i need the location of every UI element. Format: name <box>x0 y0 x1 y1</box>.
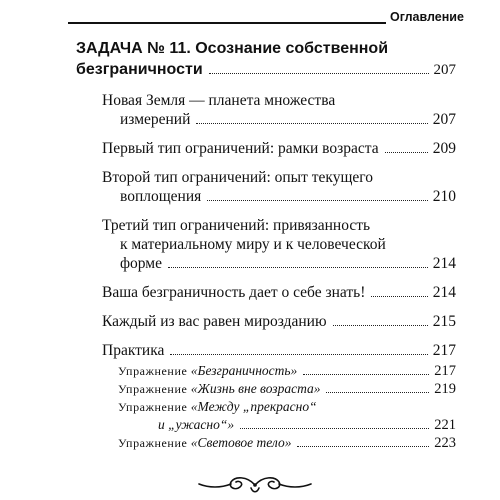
page-number: 217 <box>434 363 456 379</box>
page-number: 214 <box>432 255 456 272</box>
toc-chapter[interactable] <box>76 38 456 81</box>
dot-leader <box>297 446 429 447</box>
dot-leader <box>240 428 429 429</box>
toc-section-new-earth[interactable] <box>102 91 456 129</box>
toc-exercise-boundlessness[interactable] <box>118 362 456 380</box>
dot-leader <box>333 325 428 326</box>
dot-leader <box>385 152 428 153</box>
chapter-title-line2: безграничности <box>76 61 203 78</box>
page-number: 223 <box>434 435 456 451</box>
page-number: 217 <box>432 342 456 359</box>
toc-section-age-limits[interactable] <box>102 139 456 158</box>
toc-exercise-beautiful-awful[interactable] <box>118 398 456 434</box>
dot-leader <box>170 354 427 355</box>
section-title: Первый тип ограничений: рамки возраста <box>102 140 379 157</box>
page-number: 207 <box>432 111 456 128</box>
running-header-title: Оглавление <box>390 10 464 24</box>
toc-section-material-attachment[interactable] <box>102 216 456 273</box>
section-title-line2: к материальному миру и к человеческой <box>120 236 386 253</box>
page-number: 209 <box>432 140 456 157</box>
exercise-label: Упражнение <box>118 364 188 378</box>
exercise-name: «Безграничность» <box>190 363 298 378</box>
dot-leader <box>207 200 427 201</box>
exercise-name-line1: «Между „прекрасно“ <box>190 399 317 414</box>
exercise-label: Упражнение <box>118 400 188 414</box>
exercise-label: Упражнение <box>118 436 188 450</box>
section-title-line1: Третий тип ограничений: привязанность <box>102 217 371 234</box>
section-title: Ваша безграничность дает о себе знать! <box>102 284 366 301</box>
section-title: Практика <box>102 342 165 359</box>
toc-section-practice[interactable] <box>102 341 456 360</box>
dot-leader <box>303 374 429 375</box>
page-number: 215 <box>432 313 456 330</box>
section-title-line1: Новая Земля — планета множества <box>102 92 336 109</box>
section-title-line1: Второй тип ограничений: опыт текущего <box>102 169 373 186</box>
dot-leader <box>196 123 427 124</box>
exercise-label: Упражнение <box>118 382 188 396</box>
page-number: 210 <box>432 188 456 205</box>
toc-section-boundlessness-signs[interactable] <box>102 283 456 302</box>
table-of-contents <box>76 38 456 452</box>
dot-leader <box>371 296 427 297</box>
chapter-title-line1: ЗАДАЧА № 11. Осознание собственной <box>76 40 389 57</box>
page-number: 221 <box>434 417 456 433</box>
section-title-line2: воплощения <box>120 188 202 205</box>
section-title-line2: измерений <box>120 111 191 128</box>
toc-exercise-light-body[interactable] <box>118 434 456 452</box>
toc-section-universe-equal[interactable] <box>102 312 456 331</box>
dot-leader <box>168 267 428 268</box>
header-rule <box>68 22 386 24</box>
dot-leader <box>326 392 429 393</box>
page-number: 219 <box>434 381 456 397</box>
page-number: 214 <box>432 284 456 301</box>
flourish-ornament-icon <box>195 472 315 498</box>
exercise-name: «Жизнь вне возраста» <box>190 381 321 396</box>
section-title-line3: форме <box>120 255 162 272</box>
exercise-name: «Световое тело» <box>190 435 292 450</box>
dot-leader <box>209 73 429 74</box>
toc-exercise-ageless-life[interactable] <box>118 380 456 398</box>
toc-section-incarnation[interactable] <box>102 168 456 206</box>
exercise-name-line2: и „ужасно“» <box>158 417 235 432</box>
page-number: 207 <box>433 62 456 78</box>
section-title: Каждый из вас равен мирозданию <box>102 313 327 330</box>
